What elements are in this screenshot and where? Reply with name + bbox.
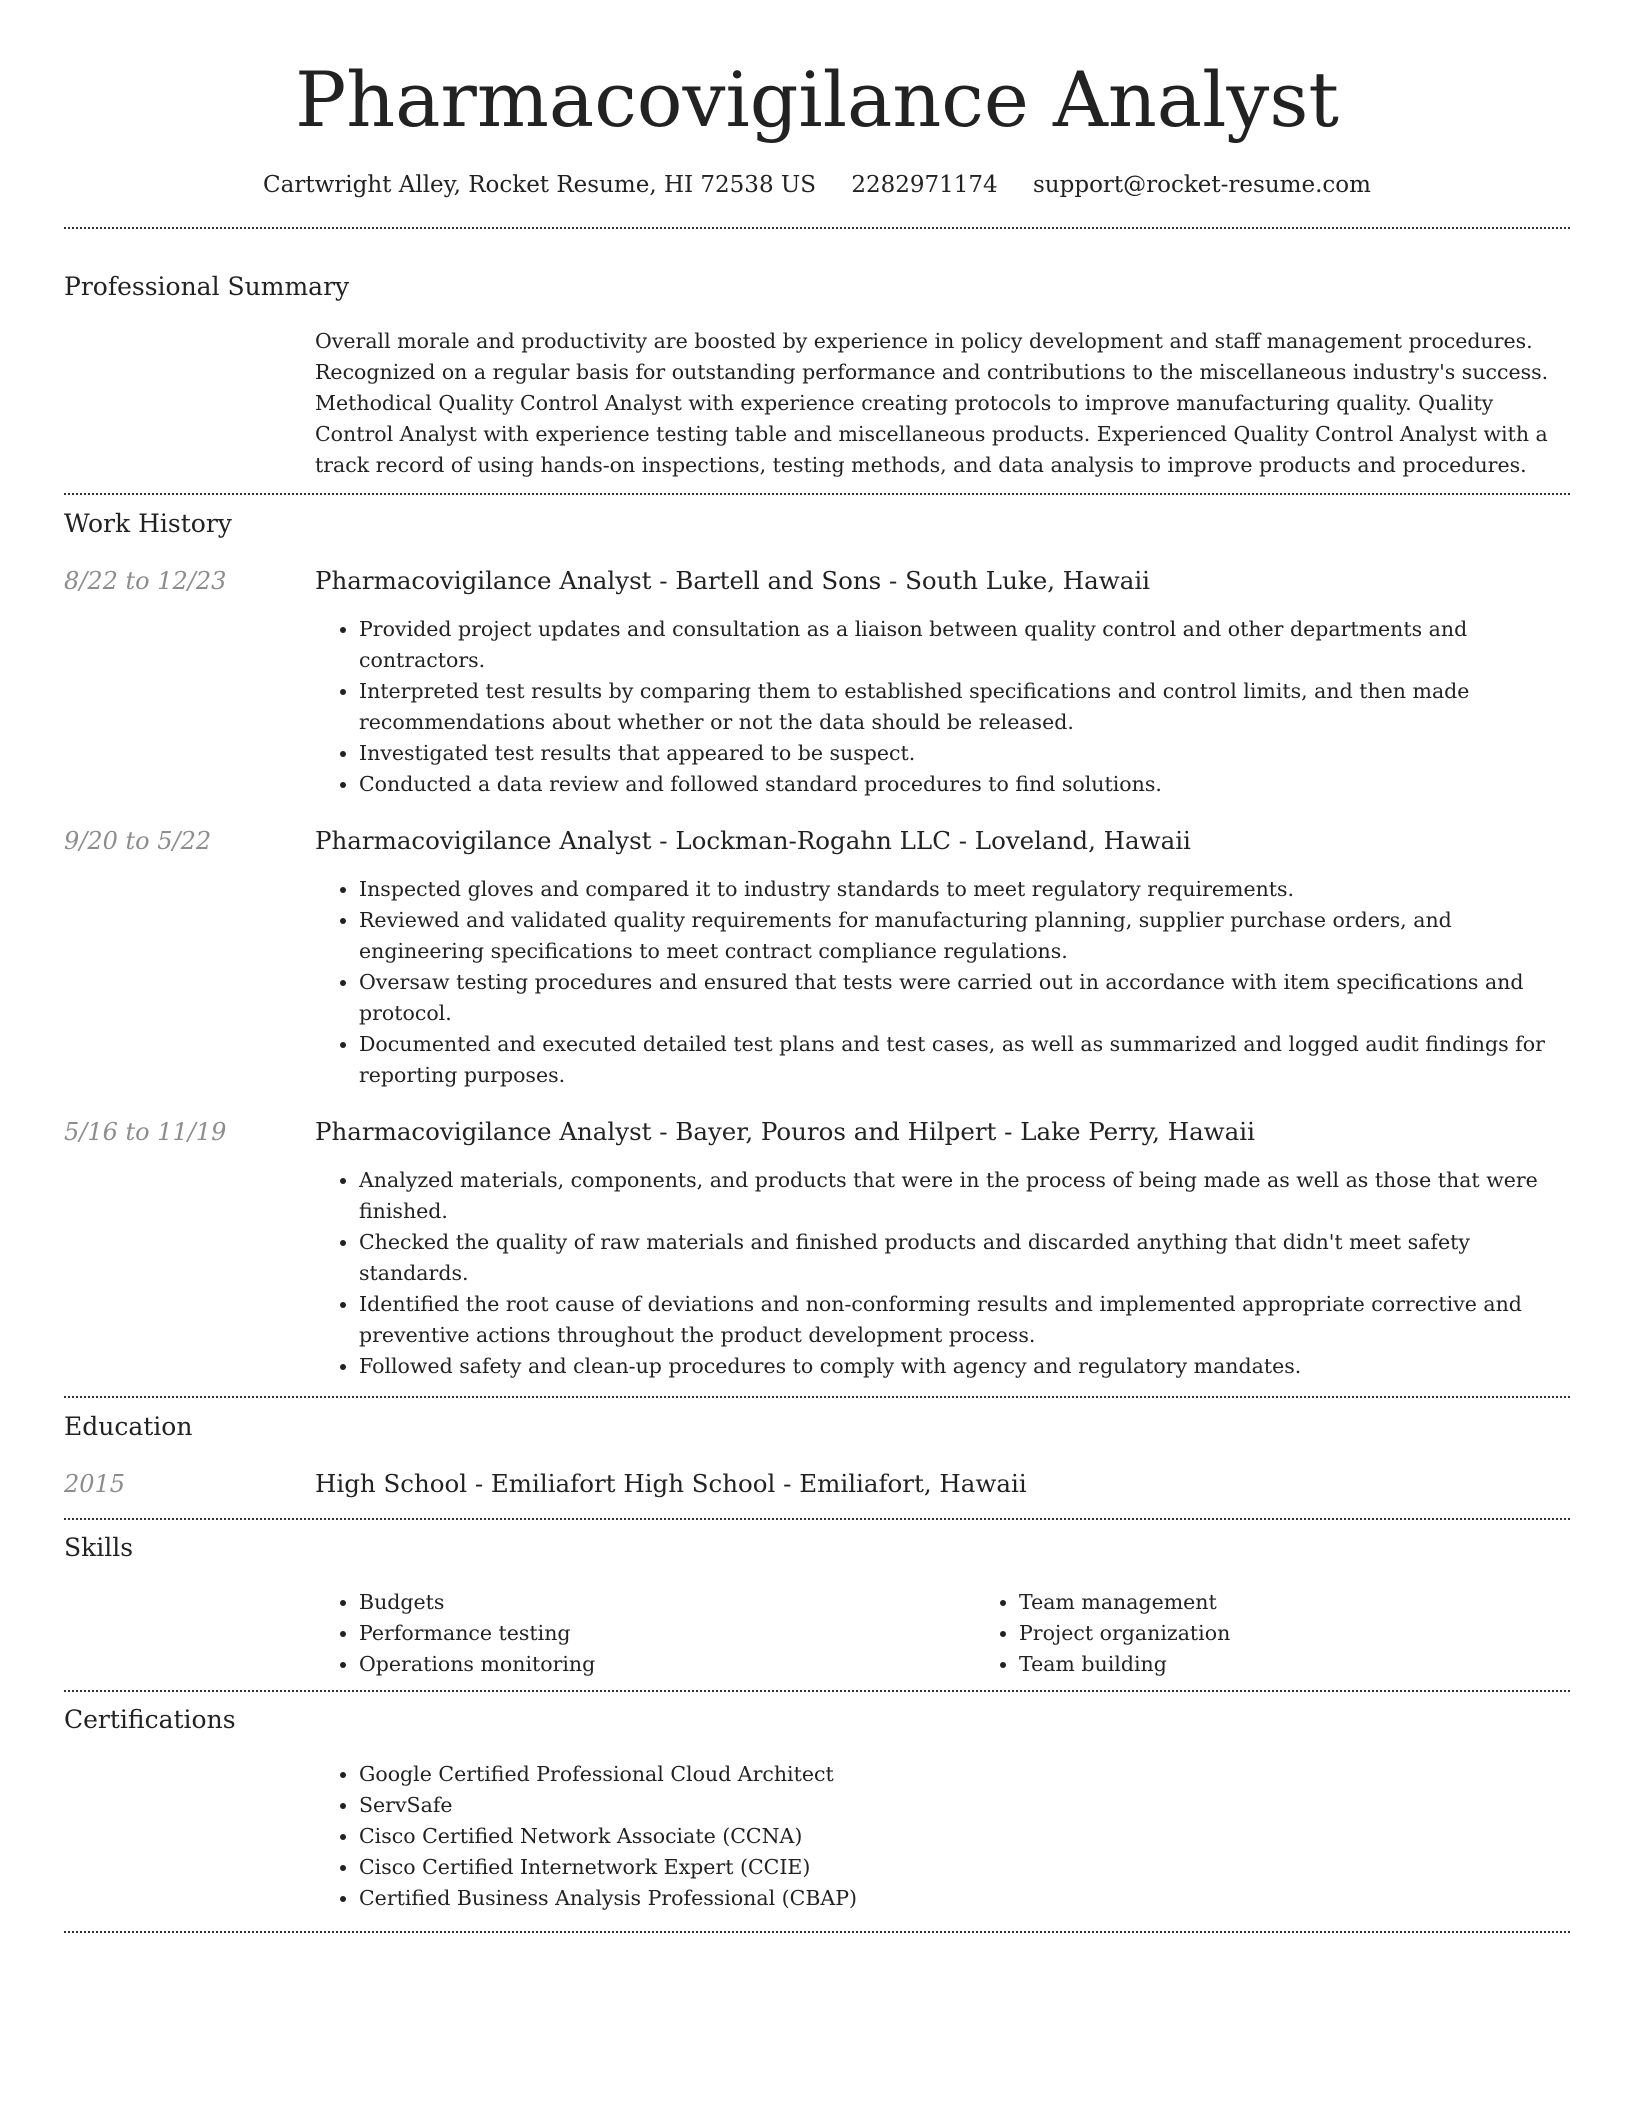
list-item: • Identified the root cause of deviations and non-conforming results and implemented appropriate corrective and preventive actions throughout the product development process.	[359, 1289, 1570, 1351]
list-item: • Investigated test results that appeared to be suspect.	[359, 738, 1570, 769]
contact-address: Cartwright Alley, Rocket Resume, HI 72538 US	[263, 172, 817, 198]
job-dates: 8/22 to 12/23	[64, 567, 227, 595]
list-item: • Reviewed and validated quality requirements for manufacturing planning, supplier purchase orders, and engineering specifications to meet contract compliance regulations.	[359, 905, 1570, 967]
list-item: • Provided project updates and consultation as a liaison between quality control and other departments and contractors.	[359, 614, 1570, 676]
list-item: • Conducted a data review and followed standard procedures to find solutions.	[359, 769, 1570, 800]
education-year: 2015	[64, 1470, 126, 1498]
job-entry	[64, 1116, 1570, 1382]
list-item: • Oversaw testing procedures and ensured that tests were carried out in accordance with item specifications and protocol.	[359, 967, 1570, 1029]
job-dates: 5/16 to 11/19	[64, 1118, 227, 1146]
list-item: • Team management	[1019, 1587, 1632, 1618]
candidate-name: Pharmacovigilance Analyst	[295, 55, 1339, 144]
divider	[64, 493, 1570, 495]
section-title-education: Education	[64, 1412, 193, 1441]
skills-list-right	[975, 1587, 1632, 1680]
list-item: • Performance testing	[359, 1618, 975, 1649]
list-item: • ServSafe	[359, 1790, 1570, 1821]
job-heading: Pharmacovigilance Analyst - Bartell and Sons - South Luke, Hawaii	[315, 566, 1150, 595]
list-item: • Checked the quality of raw materials and finished products and discarded anything that didn't meet safety standards.	[359, 1227, 1570, 1289]
skills-list-left	[315, 1587, 975, 1680]
section-title-skills: Skills	[64, 1533, 134, 1562]
list-item: • Budgets	[359, 1587, 975, 1618]
contact-email: support@rocket-resume.com	[1033, 172, 1371, 198]
list-item: • Inspected gloves and compared it to industry standards to meet regulatory requirements.	[359, 874, 1570, 905]
job-dates: 9/20 to 5/22	[64, 827, 212, 855]
divider	[64, 1518, 1570, 1520]
section-title-certifications: Certifications	[64, 1705, 236, 1734]
list-item: • Followed safety and clean-up procedures to comply with agency and regulatory mandates.	[359, 1351, 1570, 1382]
section-title-work-history: Work History	[64, 509, 232, 538]
list-item: • Google Certified Professional Cloud Architect	[359, 1759, 1570, 1790]
job-entry	[64, 825, 1570, 1091]
job-bullets	[315, 874, 1570, 1091]
divider	[64, 1690, 1570, 1692]
list-item: • Project organization	[1019, 1618, 1632, 1649]
list-item: • Analyzed materials, components, and products that were in the process of being made as well as those that were finished.	[359, 1165, 1570, 1227]
education-entry	[64, 1468, 1570, 1500]
resume-page	[64, 0, 1570, 1933]
list-item: • Cisco Certified Internetwork Expert (CCIE)	[359, 1852, 1570, 1883]
divider	[64, 1931, 1570, 1933]
divider	[64, 1396, 1570, 1398]
contact-phone: 2282971174	[851, 172, 998, 198]
list-item: • Interpreted test results by comparing them to established specifications and control limits, and then made recommendations about whether or not the data should be released.	[359, 676, 1570, 738]
list-item: • Certified Business Analysis Professional (CBAP)	[359, 1883, 1570, 1914]
list-item: • Operations monitoring	[359, 1649, 975, 1680]
contact-line	[64, 170, 1570, 200]
job-heading: Pharmacovigilance Analyst - Bayer, Pouros and Hilpert - Lake Perry, Hawaii	[315, 1117, 1255, 1146]
certifications-list	[315, 1759, 1570, 1914]
job-bullets	[315, 1165, 1570, 1382]
job-heading: Pharmacovigilance Analyst - Lockman-Rogahn LLC - Loveland, Hawaii	[315, 826, 1191, 855]
certifications-body	[315, 1759, 1570, 1914]
list-item: • Team building	[1019, 1649, 1632, 1680]
divider	[64, 227, 1570, 229]
list-item: • Documented and executed detailed test plans and test cases, as well as summarized and logged audit findings for reporting purposes.	[359, 1029, 1570, 1091]
job-bullets	[315, 614, 1570, 800]
section-title-summary: Professional Summary	[64, 272, 350, 301]
list-item: • Cisco Certified Network Associate (CCNA)	[359, 1821, 1570, 1852]
education-heading: High School - Emiliafort High School - Emiliafort, Hawaii	[315, 1469, 1027, 1498]
summary-body	[315, 326, 1570, 481]
job-entry	[64, 565, 1570, 800]
skills-body	[315, 1587, 1570, 1680]
summary-text: Overall morale and productivity are boosted by experience in policy development and staff management procedures. Recognized on a regular basis for outstanding performance and contributions to the miscellaneous industry's success. Methodical Quality Control Analyst with experience creating protocols to improve manufacturing quality. Quality Control Analyst with experience testing table and miscellaneous products. Experienced Quality Control Analyst with a track record of using hands-on inspections, testing methods, and data analysis to improve products and procedures.	[315, 329, 1549, 477]
